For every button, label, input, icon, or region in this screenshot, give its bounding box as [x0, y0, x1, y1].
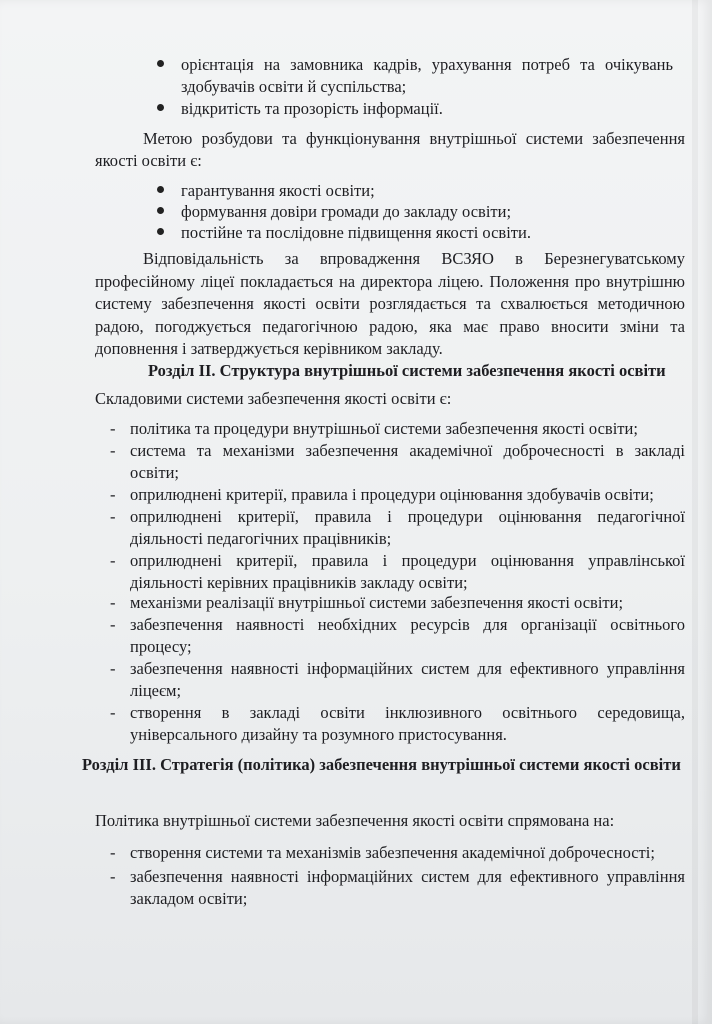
dash-marker: - [110, 419, 116, 438]
goal-bullet [163, 222, 673, 244]
intro-bullet [163, 98, 673, 120]
goal-bullet [163, 180, 673, 202]
section-2-item [110, 658, 685, 702]
intro-bullet [163, 54, 673, 98]
goal-bullet-text: постійне та послідовне підвищення якості освіти. [181, 223, 531, 242]
section-2-item-text: оприлюднені критерії, правила і процедури оцінювання управлінської діяльності керівних працівників закладу освіти; [130, 551, 685, 592]
dash-marker: - [110, 593, 116, 612]
dash-marker: - [110, 867, 116, 886]
section-2-item-text: забезпечення наявності необхідних ресурсів для організації освітнього процесу; [130, 615, 685, 656]
section-2-item [110, 440, 685, 484]
goal-bullet-text: гарантування якості освіти; [181, 181, 375, 200]
section-2-item-text: створення в закладі освіти інклюзивного освітнього середовища, універсального дизайну та розумного пристосування. [130, 703, 685, 744]
section-3-item-text: забезпечення наявності інформаційних систем для ефективного управління закладом освіти; [130, 867, 685, 908]
bullet-icon [157, 228, 164, 235]
goal-bullet-text: формування довіри громади до закладу освіти; [181, 202, 512, 221]
section-2-item-text: політика та процедури внутрішньої системи забезпечення якості освіти; [130, 419, 638, 438]
section-2-item [110, 550, 685, 594]
section-2-item-text: система та механізми забезпечення академічної доброчесності в закладі освіти; [130, 441, 685, 482]
bullet-icon [157, 104, 164, 111]
section-2-heading: Розділ ІІ. Структура внутрішньої системи забезпечення якості освіти [148, 361, 666, 380]
section-3-item [110, 842, 685, 864]
section-2-item [110, 592, 685, 614]
section-2-item-text: оприлюднені критерії, правила і процедури оцінювання здобувачів освіти; [130, 485, 654, 504]
intro-bullet-text: орієнтація на замовника кадрів, урахування потреб та очікувань здобувачів освіти й суспільства; [181, 55, 673, 96]
section-2-item-text: механізми реалізації внутрішньої системи забезпечення якості освіти; [130, 593, 624, 612]
section-2-intro: Складовими системи забезпечення якості освіти є: [95, 389, 452, 408]
bullet-icon [157, 186, 164, 193]
section-2-item-text: оприлюднені критерії, правила і процедури оцінювання педагогічної діяльності педагогічних працівників; [130, 507, 685, 548]
dash-marker: - [110, 703, 116, 722]
dash-marker: - [110, 551, 116, 570]
dash-marker: - [110, 615, 116, 634]
intro-bullet-text: відкритість та прозорість інформації. [181, 99, 443, 118]
dash-marker: - [110, 659, 116, 678]
page-edge-shadow [692, 0, 698, 1024]
dash-marker: - [110, 485, 116, 504]
section-2-item [110, 484, 685, 506]
dash-marker: - [110, 843, 116, 862]
section-2-item [110, 506, 685, 550]
section-2-item [110, 614, 685, 658]
section-3-item [110, 866, 685, 910]
bullet-icon [157, 60, 164, 67]
section-2-item [110, 702, 685, 746]
goal-paragraph: Метою розбудови та функціонування внутрішньої системи забезпечення якості освіти є: [95, 129, 685, 170]
section-3-intro: Політика внутрішньої системи забезпечення якості освіти спрямована на: [95, 811, 615, 830]
section-3-heading: Розділ ІІІ. Стратегія (політика) забезпечення внутрішньої системи якості освіти [82, 755, 681, 774]
dash-marker: - [110, 507, 116, 526]
section-2-item-text: забезпечення наявності інформаційних систем для ефективного управління ліцеєм; [130, 659, 685, 700]
section-2-item [110, 418, 685, 440]
goal-bullet [163, 201, 673, 223]
responsibility-paragraph: Відповідальність за впровадження ВСЗЯО в Березнегуватському професійному ліцеї покладається на директора ліцею. Положення про внутрішню систему забезпечення якості освіти розглядається та схвалюється методичною радою, погоджується педагогічною радою, яка має право вносити зміни та доповнення і затверджується керівником закладу. [95, 249, 685, 358]
dash-marker: - [110, 441, 116, 460]
bullet-icon [157, 207, 164, 214]
section-3-item-text: створення системи та механізмів забезпечення академічної доброчесності; [130, 843, 655, 862]
